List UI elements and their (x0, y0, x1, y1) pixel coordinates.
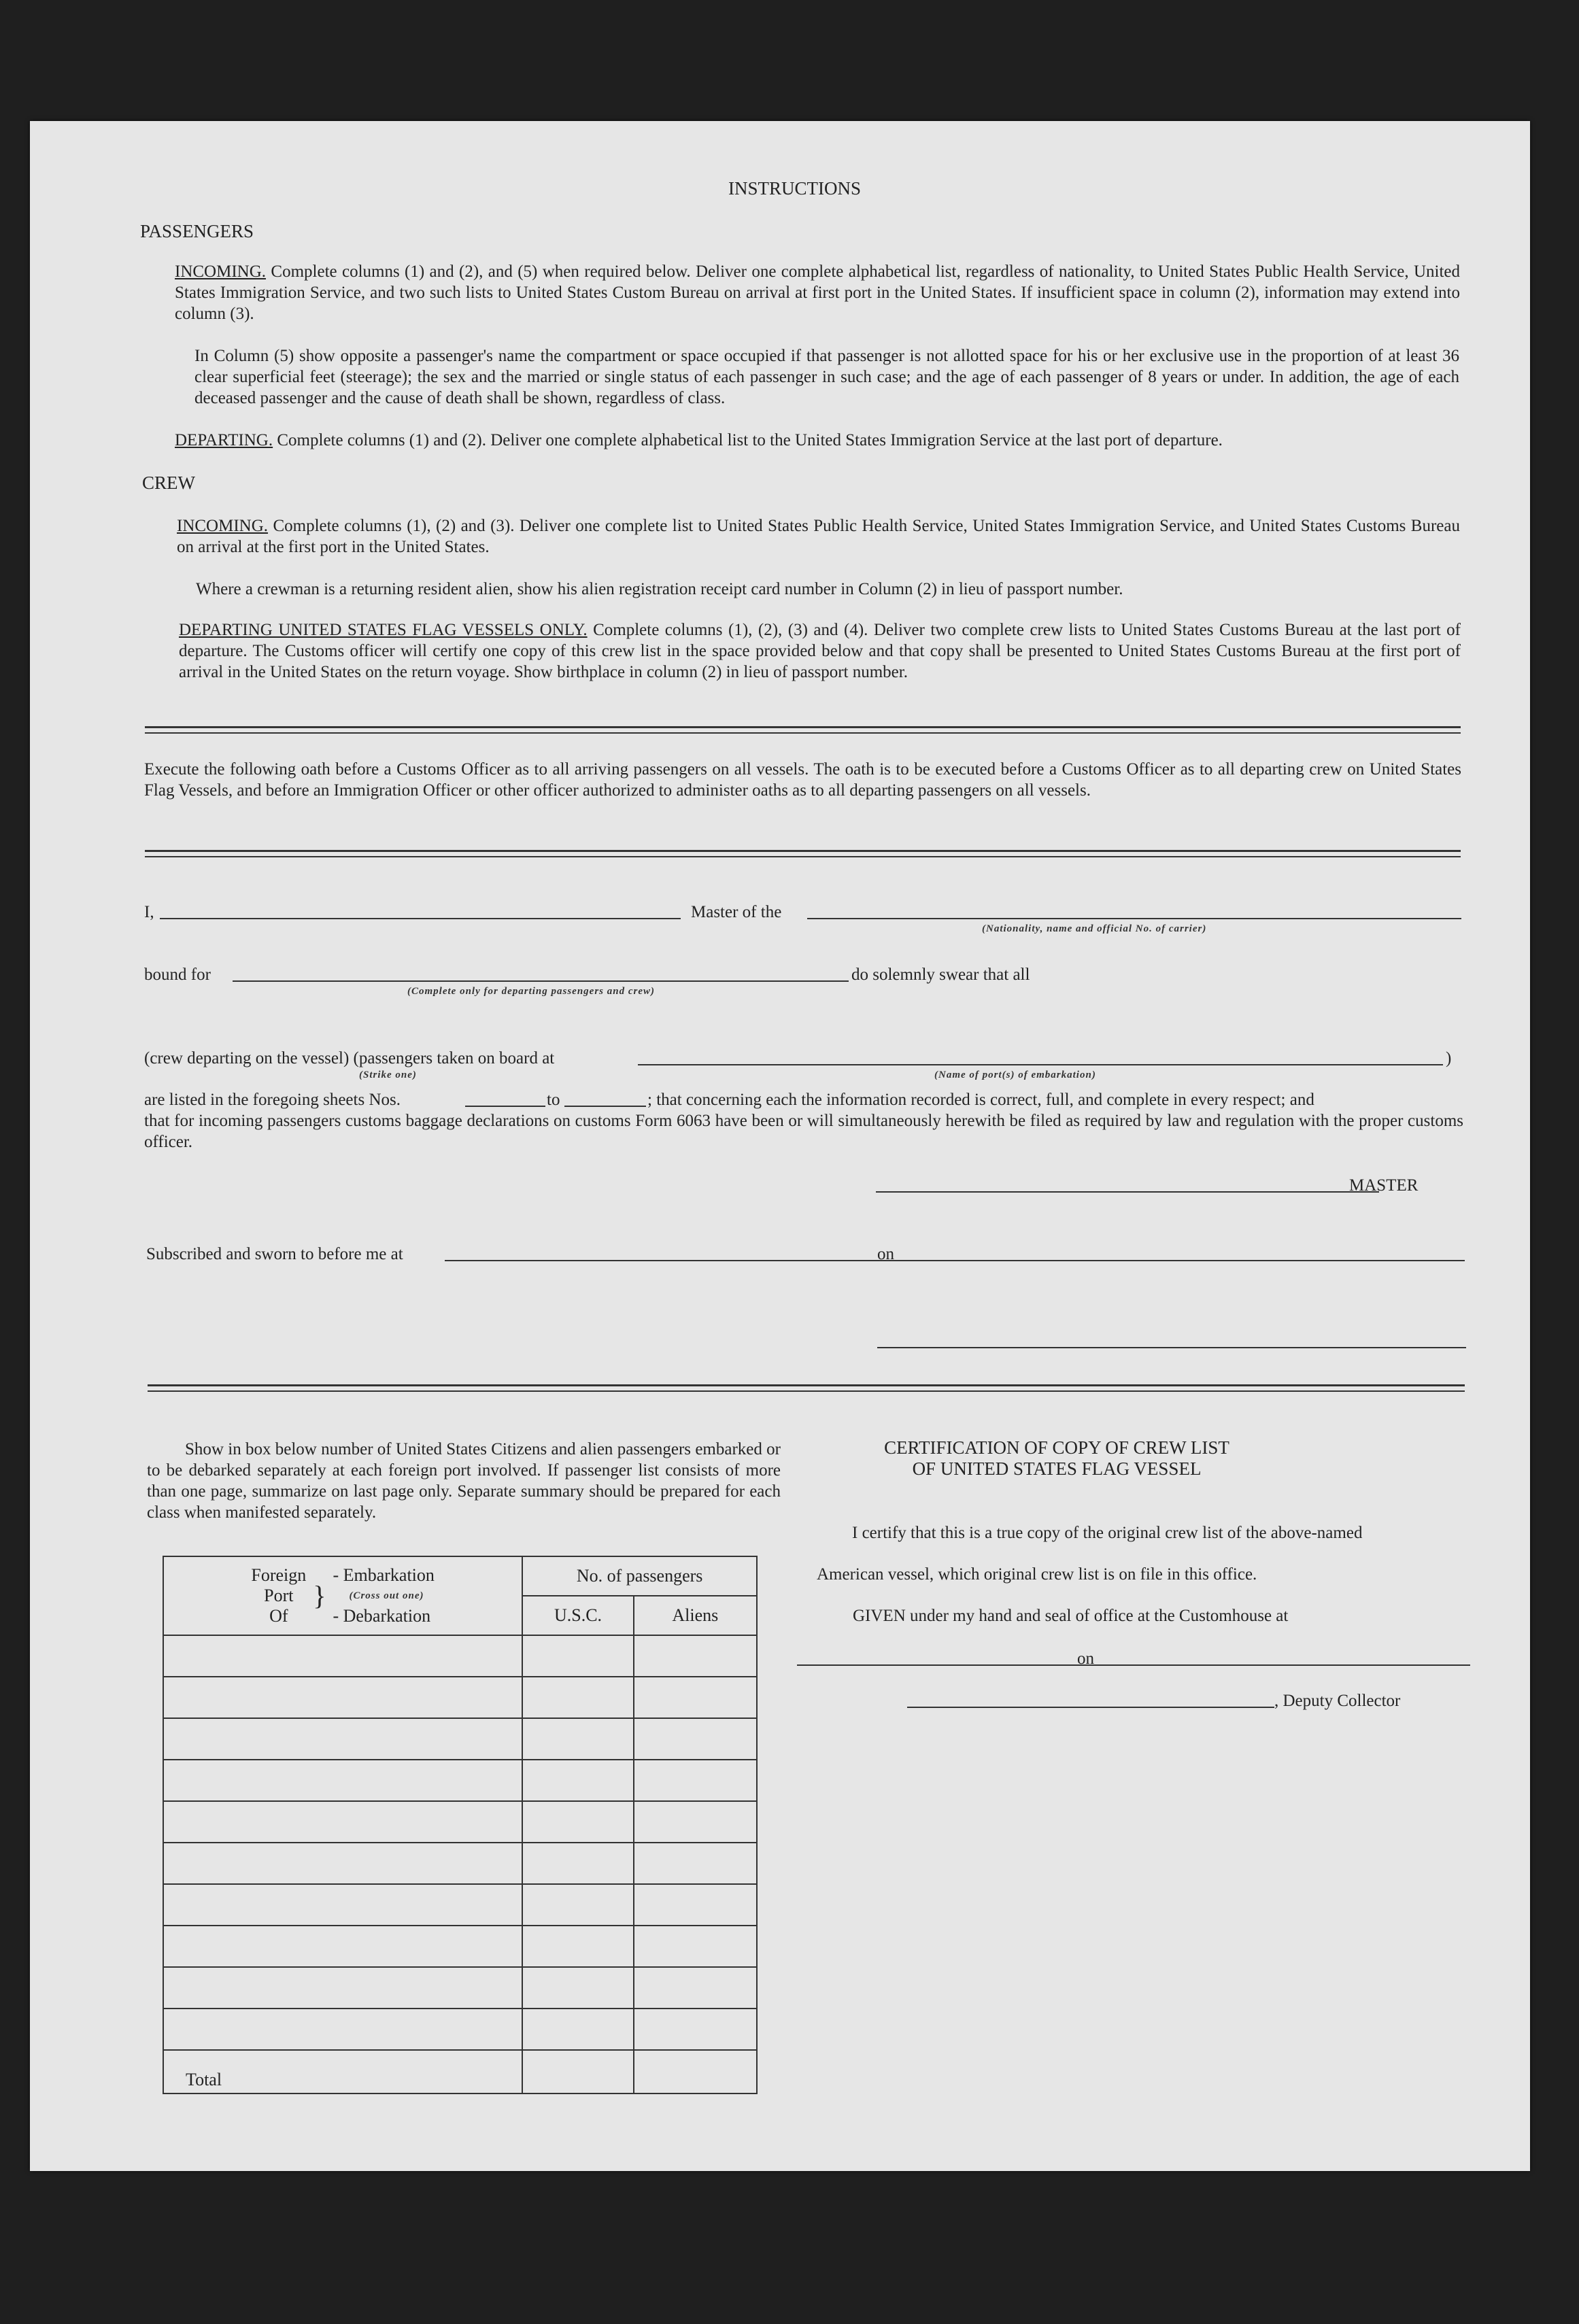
listed-to: to (547, 1091, 560, 1109)
port-cell[interactable] (163, 1967, 522, 2009)
sworn-place-field[interactable] (445, 1260, 907, 1261)
deputy-collector-signature-field[interactable] (907, 1707, 1274, 1708)
certification-date-field[interactable] (1106, 1664, 1470, 1666)
master-label: MASTER (1349, 1176, 1419, 1195)
certify-line2: American vessel, which original crew list is on file in this office. (817, 1565, 1257, 1584)
crew-departing-label: DEPARTING UNITED STATES FLAG VESSELS ONLY. (179, 621, 588, 639)
master-signature-field[interactable] (876, 1191, 1379, 1193)
aliens-cell[interactable] (634, 1677, 757, 1718)
port-cell[interactable] (163, 1760, 522, 1801)
carrier-field[interactable] (807, 918, 1461, 919)
bound-for-label: bound for (144, 966, 211, 984)
usc-cell[interactable] (522, 1760, 633, 1801)
embarkation-option[interactable]: - Embarkation (333, 1565, 435, 1585)
sworn-on-label: on (877, 1245, 894, 1263)
aliens-total-cell[interactable] (634, 2050, 757, 2094)
port-cell[interactable] (163, 1801, 522, 1843)
table-row (163, 1843, 757, 1884)
bound-caption: (Complete only for departing passengers and crew) (407, 986, 655, 997)
port-label: Port (264, 1586, 294, 1605)
divider (145, 850, 1461, 857)
sheet-from-field[interactable] (465, 1106, 545, 1107)
passengers-incoming-paragraph (175, 261, 1460, 324)
passengers-incoming-text: Complete columns (1) and (2), and (5) when required below. Deliver one complete alphabetical list, regardless of nationality, to United States Public Health Service, United States Immigration Service, and two such lists to United States Custom Bureau on arrival at first port in the United States. If insufficient space in column (2), information may extend into column (3). (175, 262, 1461, 323)
cross-out-caption: (Cross out one) (349, 1590, 424, 1601)
usc-cell[interactable] (522, 1635, 633, 1677)
foreign-port-header (163, 1556, 522, 1635)
subscribed-label: Subscribed and sworn to before me at (146, 1245, 403, 1263)
sheet-to-field[interactable] (564, 1106, 646, 1107)
table-row (163, 1801, 757, 1843)
cert-on-label: on (1077, 1650, 1094, 1668)
table-row (163, 1967, 757, 2009)
aliens-cell[interactable] (634, 1926, 757, 1967)
passengers-incoming-label: INCOMING. (175, 262, 267, 281)
crew-departing-paragraph (179, 619, 1461, 683)
usc-cell[interactable] (522, 2009, 633, 2050)
deputy-collector-label: , Deputy Collector (1274, 1692, 1401, 1710)
table-row (163, 1760, 757, 1801)
crew-resident-paragraph: Where a crewman is a returning resident alien, show his alien registration receipt card number in Column (2) in lieu of passport number. (196, 580, 1123, 598)
port-caption: (Name of port(s) of embarkation) (934, 1070, 1096, 1080)
no-of-passengers-header: No. of passengers (522, 1556, 757, 1596)
close-paren: ) (1446, 1049, 1452, 1067)
divider (148, 1384, 1465, 1392)
crew-incoming-text: Complete columns (1), (2) and (3). Deliver one complete list to United States Public Health Service, United States Immigration Service, and United States Customs Bureau on arrival at the first port in the United States. (177, 517, 1460, 556)
crew-heading: CREW (142, 473, 195, 493)
table-row (163, 1677, 757, 1718)
usc-cell[interactable] (522, 1718, 633, 1760)
total-row (163, 2050, 757, 2094)
passengers-departing-label: DEPARTING. (175, 431, 273, 449)
port-cell[interactable] (163, 1677, 522, 1718)
crew-incoming-label: INCOMING. (177, 517, 269, 535)
aliens-cell[interactable] (634, 1760, 757, 1801)
aliens-cell[interactable] (634, 1801, 757, 1843)
aliens-cell[interactable] (634, 1635, 757, 1677)
usc-total-cell[interactable] (522, 2050, 633, 2094)
foreign-label: Foreign (251, 1565, 307, 1585)
oath-instruction: Execute the following oath before a Customs Officer as to all arriving passengers on all vessels. The oath is to be executed before a Customs Officer as to all departing crew on United States Flag Vessels, and before an Immigration Officer or other officer authorized to administer oaths as to all departing passengers on all vessels. (144, 760, 1461, 800)
listed-text-a: are listed in the foregoing sheets Nos. (144, 1091, 401, 1109)
aliens-cell[interactable] (634, 1843, 757, 1884)
customhouse-field[interactable] (797, 1664, 1106, 1666)
table-row (163, 2009, 757, 2050)
form-page (30, 121, 1530, 2171)
certification-heading-line1: CERTIFICATION OF COPY OF CREW LIST (884, 1437, 1229, 1458)
master-of-label: Master of the (691, 903, 782, 921)
certification-heading (812, 1437, 1302, 1480)
table-row (163, 1635, 757, 1677)
given-line: GIVEN under my hand and seal of office at the Customhouse at (853, 1607, 1289, 1625)
listed-text-c: that for incoming passengers customs baggage declarations on customs Form 6063 have been or will simultaneously herewith be filed as required by law and regulation with the proper customs officer. (144, 1112, 1463, 1151)
of-label: Of (269, 1606, 288, 1626)
usc-cell[interactable] (522, 1884, 633, 1926)
crew-incoming-paragraph (177, 515, 1460, 558)
usc-cell[interactable] (522, 1926, 633, 1967)
sworn-date-field[interactable] (902, 1260, 1465, 1261)
usc-cell[interactable] (522, 1843, 633, 1884)
carrier-caption: (Nationality, name and official No. of carrier) (982, 923, 1207, 934)
master-name-field[interactable] (160, 918, 681, 919)
passengers-column5-paragraph: In Column (5) show opposite a passenger's name the compartment or space occupied if that passenger is not allotted space for his or her exclusive use in the proportion of at least 36 clear superficial feet (steerage); the sex and the married or single status of each passenger in such case; and the age of each passenger of 8 years or under. In addition, the age of each deceased passenger and the cause of death shall be shown, regardless of class. (194, 347, 1459, 407)
divider (145, 726, 1461, 734)
crew-departing-text: Complete columns (1), (2), (3) and (4). Deliver two complete crew lists to United States Customs Bureau at the last port of departure. The Customs officer will certify one copy of this crew list in the space provided below and that copy shall be presented to United States Customs Bureau at the first port of arrival in the United States on the return voyage. Show birthplace in column (2) in lieu of passport number. (179, 621, 1461, 681)
port-cell[interactable] (163, 1884, 522, 1926)
brace-icon: } (313, 1580, 326, 1611)
aliens-header: Aliens (634, 1596, 757, 1635)
port-cell[interactable] (163, 1635, 522, 1677)
listed-text-b: ; that concerning each the information recorded is correct, full, and complete in every respect; and (647, 1091, 1314, 1109)
table-row (163, 1926, 757, 1967)
certify-line1: I certify that this is a true copy of the original crew list of the above-named (852, 1524, 1363, 1542)
oath-i-label: I, (144, 903, 154, 921)
certification-heading-line2: OF UNITED STATES FLAG VESSEL (912, 1458, 1202, 1479)
aliens-cell[interactable] (634, 1718, 757, 1760)
usc-cell[interactable] (522, 1801, 633, 1843)
passengers-departing-text: Complete columns (1) and (2). Deliver one complete alphabetical list to the United States Immigration Service at the last port of departure. (277, 431, 1223, 449)
usc-header: U.S.C. (522, 1596, 633, 1635)
total-label: Total (163, 2050, 522, 2094)
usc-cell[interactable] (522, 1967, 633, 2009)
table-row (163, 1718, 757, 1760)
port-cell[interactable] (163, 1926, 522, 1967)
strike-caption: (Strike one) (359, 1070, 417, 1080)
port-of-embarkation-field[interactable] (638, 1064, 1443, 1065)
summary-instruction: Show in box below number of United States Citizens and alien passengers embarked or to be debarked separately at each foreign port involved. If passenger list consists of more than one page, summarize on last page only. Separate summary should be prepared for each class when manifested separately. (147, 1440, 781, 1522)
passengers-heading: PASSENGERS (140, 221, 254, 241)
officer-signature-field[interactable] (877, 1347, 1466, 1348)
passenger-summary-table (163, 1556, 758, 2094)
table-row (163, 1884, 757, 1926)
port-cell[interactable] (163, 2009, 522, 2050)
aliens-cell[interactable] (634, 1884, 757, 1926)
swear-label: do solemnly swear that all (851, 966, 1030, 984)
page-title: INSTRUCTIONS (728, 178, 862, 199)
bound-for-field[interactable] (233, 980, 849, 982)
passengers-departing-paragraph (175, 430, 1460, 451)
debarkation-option[interactable]: - Debarkation (333, 1606, 431, 1626)
crew-departing-label: (crew departing on the vessel) (passengers taken on board at (144, 1049, 555, 1067)
aliens-cell[interactable] (634, 1967, 757, 2009)
port-cell[interactable] (163, 1718, 522, 1760)
aliens-cell[interactable] (634, 2009, 757, 2050)
usc-cell[interactable] (522, 1677, 633, 1718)
port-cell[interactable] (163, 1843, 522, 1884)
